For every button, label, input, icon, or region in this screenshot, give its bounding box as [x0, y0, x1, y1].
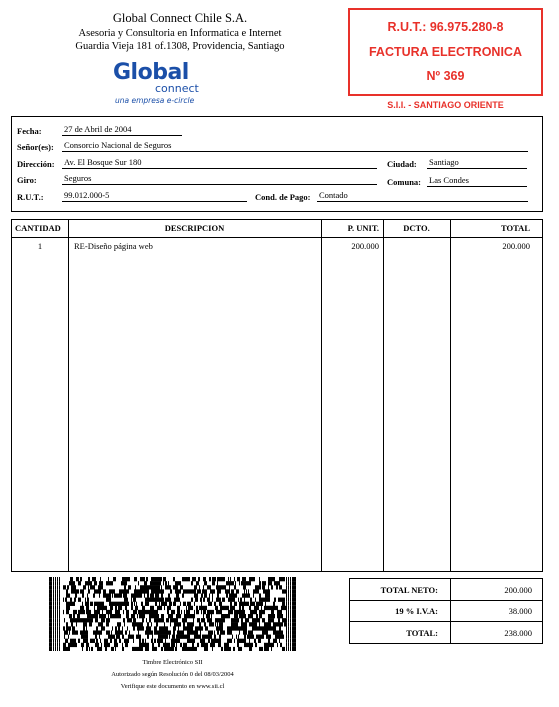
rut-box — [348, 8, 543, 96]
header-descripcion: DESCRIPCION — [164, 223, 225, 233]
direccion-label: Dirección: — [17, 159, 55, 169]
comuna-value: Las Condes — [427, 175, 527, 187]
company-logo — [113, 60, 223, 110]
total-value: 238.000 — [504, 628, 532, 638]
iva-label: 19 % I.V.A: — [395, 606, 438, 616]
stamp-verify: Verifique este documento en www.sii.cl — [120, 683, 225, 690]
comuna-label: Comuna: — [387, 177, 422, 187]
document-number: Nº 369 — [426, 69, 465, 83]
client-box — [11, 116, 543, 212]
row-cantidad: 1 — [37, 241, 43, 251]
company-address: Guardia Vieja 181 of.1308, Providencia, Santiago — [75, 41, 285, 52]
header-divider — [12, 237, 542, 238]
ciudad-value: Santiago — [427, 157, 527, 169]
issuer-rut: R.U.T.: 96.975.280-8 — [387, 20, 504, 34]
fecha-value: 27 de Abril de 2004 — [62, 124, 182, 136]
totals-box — [349, 578, 543, 644]
total-neto-row — [350, 579, 542, 601]
header-cantidad: CANTIDAD — [15, 223, 61, 233]
row-total: 200.000 — [502, 241, 530, 251]
pago-label: Cond. de Pago: — [255, 192, 311, 202]
pdf417-barcode — [49, 577, 296, 651]
iva-value: 38.000 — [508, 606, 532, 616]
column-divider — [383, 220, 384, 571]
sii-office: S.I.I. - SANTIAGO ORIENTE — [387, 100, 504, 110]
fecha-label: Fecha: — [17, 126, 42, 136]
ciudad-label: Ciudad: — [387, 159, 417, 169]
total-neto-value: 200.000 — [504, 585, 532, 595]
iva-row — [350, 600, 542, 622]
column-divider — [450, 220, 451, 571]
rut-label: R.U.T.: — [17, 192, 44, 202]
company-name: Global Connect Chile S.A. — [112, 11, 248, 25]
direccion-value: Av. El Bosque Sur 180 — [62, 157, 377, 169]
total-neto-label: TOTAL NETO: — [380, 585, 438, 595]
total-row — [350, 622, 542, 643]
header-dcto: DCTO. — [403, 223, 430, 233]
total-label: TOTAL: — [406, 628, 438, 638]
pago-value: Contado — [317, 190, 528, 202]
rut-value: 99.012.000-5 — [62, 190, 247, 202]
stamp-title: Timbre Electrónico SII — [142, 659, 203, 666]
header-punit: P. UNIT. — [347, 223, 379, 233]
logo-tagline: una empresa e-circle — [115, 96, 195, 105]
logo-word: Global — [113, 60, 189, 85]
row-descripcion: RE-Diseño página web — [74, 241, 153, 251]
row-punit: 200.000 — [351, 241, 379, 251]
logo-sub: connect — [155, 82, 199, 95]
items-table — [11, 219, 543, 572]
column-divider — [321, 220, 322, 571]
company-description: Asesoria y Consultoria en Informatica e Internet — [78, 28, 282, 39]
stamp-authorization: Autorizado según Resolución 0 del 08/03/2004 — [111, 671, 234, 678]
document-type: FACTURA ELECTRONICA — [368, 45, 522, 59]
giro-value: Seguros — [62, 173, 377, 185]
column-divider — [68, 220, 69, 571]
senor-label: Señor(es): — [17, 142, 54, 152]
giro-label: Giro: — [17, 175, 37, 185]
header-total: TOTAL — [501, 223, 530, 233]
senor-value: Consorcio Nacional de Seguros — [62, 140, 528, 152]
